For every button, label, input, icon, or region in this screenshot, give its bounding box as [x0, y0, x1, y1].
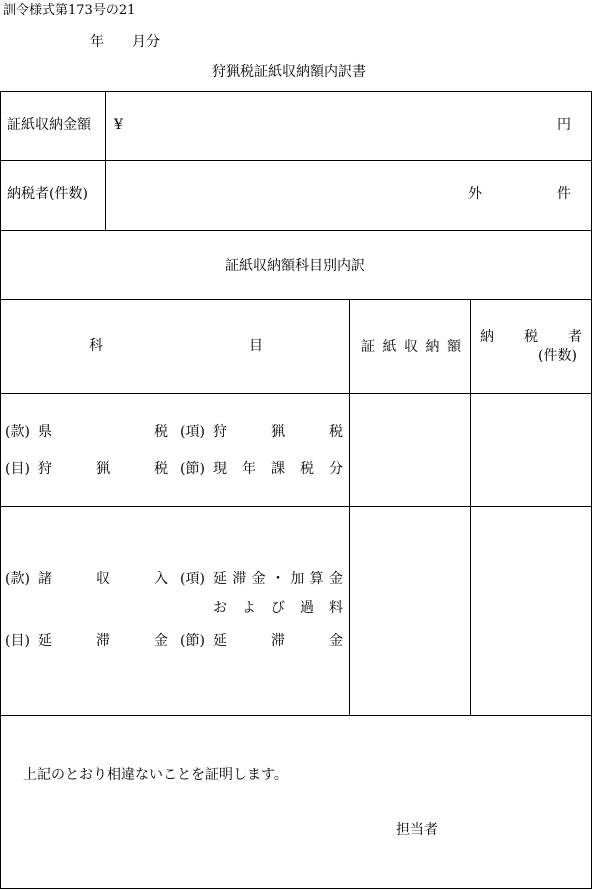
subject-prefix: (目): [5, 633, 30, 649]
row-divider: [0, 160, 592, 161]
amount-header-char: 収: [404, 339, 418, 355]
row-divider: [0, 230, 592, 231]
subject-char: 猟: [271, 424, 285, 440]
subject-left-text: [38, 462, 168, 476]
subject-char: 課: [271, 461, 285, 477]
outside-label: 外: [468, 186, 482, 202]
subject-prefix: (目): [5, 461, 30, 477]
amount-header-char: 紙: [382, 339, 397, 355]
subject-prefix: (款): [5, 424, 30, 440]
taxpayers-header-char: 者: [568, 329, 582, 345]
subject-char: 延: [213, 571, 227, 587]
subject-left-text: [38, 425, 168, 439]
amount-header-char: 納: [425, 339, 440, 355]
yen-symbol: ¥: [114, 117, 123, 133]
subject-char: 金: [154, 633, 168, 649]
subject-char: 入: [154, 571, 168, 587]
subject-left-text: [38, 634, 168, 648]
subject-char: 過: [300, 600, 314, 616]
amount-header-char: 額: [447, 339, 461, 355]
subject-char: 猟: [96, 461, 110, 477]
subject-char: 狩: [38, 461, 52, 477]
subject-char: 金: [329, 633, 343, 649]
person-in-charge-label: 担当者: [396, 822, 438, 838]
subject-char: 現: [213, 461, 227, 477]
row-divider: [0, 715, 592, 716]
taxpayers-header-char: 税: [524, 329, 538, 345]
subject-char: 料: [329, 600, 343, 616]
table-bottom-border: [0, 888, 592, 889]
amount-header-char: 証: [361, 339, 375, 355]
amount-label: 証紙収納金額: [7, 117, 91, 133]
month-label: 月分: [132, 34, 160, 50]
subject-char: よ: [242, 600, 256, 616]
taxpayers-header-sub: (件数): [538, 348, 577, 364]
subject-prefix: (節): [180, 461, 205, 477]
subject-char: 税: [154, 461, 168, 477]
subject-char: お: [213, 600, 227, 616]
count-unit: 件: [557, 186, 571, 202]
subject-char: 税: [329, 424, 343, 440]
yen-unit: 円: [557, 117, 571, 133]
taxpayers-header: [480, 330, 582, 344]
subject-char: 滞: [271, 633, 285, 649]
subject-char: 金: [328, 571, 343, 587]
subject-char: ・: [270, 571, 285, 587]
taxpayers-header-char: 納: [480, 329, 494, 345]
subject-char: 諸: [38, 571, 52, 587]
subject-char: 収: [96, 571, 110, 587]
year-label: 年: [90, 34, 104, 50]
subject-char: 延: [213, 633, 227, 649]
subject-header-left: 科: [89, 338, 103, 354]
subject-prefix: (款): [5, 571, 30, 587]
subject-left-text: [38, 572, 168, 586]
subject-char: 滞: [232, 571, 247, 587]
subject-prefix: (項): [180, 424, 205, 440]
taxpayers-column-divider: [470, 299, 471, 715]
label-column-divider: [105, 91, 106, 230]
amount-header: [361, 340, 461, 354]
subject-right-text: [213, 634, 343, 648]
subject-char: 狩: [213, 424, 227, 440]
subject-char: 分: [329, 461, 343, 477]
subject-char: 県: [38, 424, 52, 440]
subject-prefix: (節): [180, 633, 205, 649]
breakdown-title: 証紙収納額科目別内訳: [225, 258, 365, 274]
table-top-border: [0, 91, 592, 92]
row-divider: [0, 299, 592, 300]
taxpayers-label: 納税者(件数): [7, 186, 88, 202]
row-divider: [0, 393, 592, 394]
row-divider: [0, 506, 592, 507]
subject-prefix: (項): [180, 571, 205, 587]
form-number: 訓令様式第173号の21: [3, 3, 136, 18]
subject-char: 滞: [96, 633, 110, 649]
subject-header-right: 目: [249, 338, 263, 354]
subject-char: び: [271, 600, 285, 616]
subject-char: 年: [242, 461, 256, 477]
document-title: 狩猟税証紙収納額内訳書: [212, 64, 366, 80]
subject-char: 税: [154, 424, 168, 440]
subject-char: 延: [38, 633, 52, 649]
subject-char: 加: [290, 571, 305, 587]
subject-char: 算: [309, 571, 324, 587]
subject-char: 税: [300, 461, 314, 477]
subject-right-text: [213, 425, 343, 439]
amount-column-divider: [349, 299, 350, 715]
subject-right-text: [213, 572, 343, 586]
subject-char: 金: [251, 571, 266, 587]
certification-text: 上記のとおり相違ないことを証明します。: [23, 767, 288, 783]
table-left-border: [0, 91, 1, 889]
subject-right-text: [213, 601, 343, 615]
subject-right-text: [213, 462, 343, 476]
